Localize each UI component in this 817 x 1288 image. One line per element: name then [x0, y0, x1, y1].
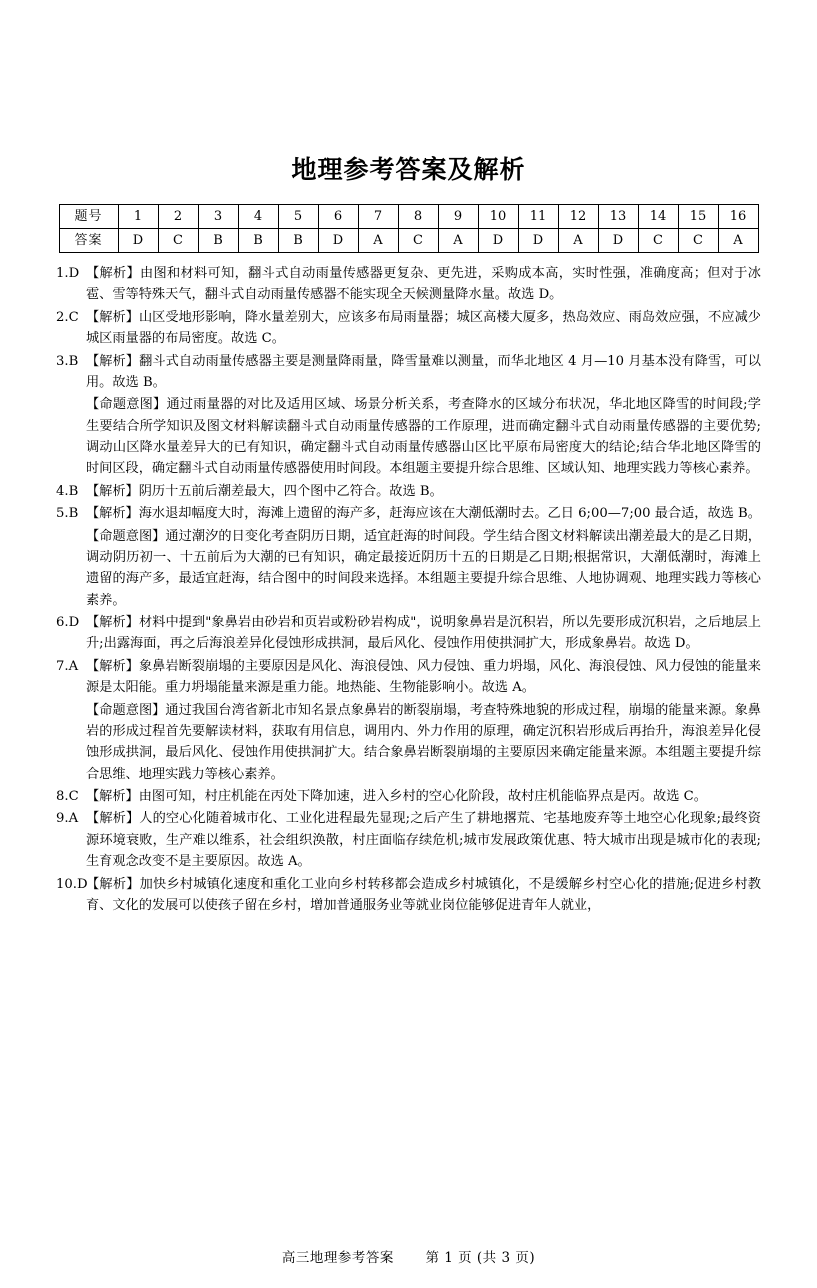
item-text: 【解析】山区受地形影响，降水量差别大，应该多布局雨量器；城区高楼大厦多，热岛效应、雨岛效应强，不应减少城区雨量器的布局密度。故选 C。 — [86, 309, 761, 347]
item-number: 7.A — [56, 658, 79, 674]
item-number: 4.B — [56, 483, 79, 499]
list-item — [56, 808, 761, 872]
table-cell: D — [518, 229, 558, 253]
table-cell: D — [478, 229, 518, 253]
list-item — [56, 503, 761, 524]
table-cell: 14 — [638, 205, 678, 229]
item-number: 5.B — [56, 506, 79, 522]
answer-key-table — [59, 204, 759, 253]
table-cell: 16 — [718, 205, 758, 229]
footer-exam-label: 高三地理参考答案 — [281, 1250, 394, 1266]
item-number: 10.D — [56, 876, 88, 892]
table-cell: 2 — [158, 205, 198, 229]
page-footer — [0, 1246, 817, 1266]
table-cell: 8 — [398, 205, 438, 229]
item-text: 【解析】翻斗式自动雨量传感器主要是测量降雨量，降雪量难以测量，而华北地区 4 月—10 月基本没有降雪，可以用。故选 B。 — [86, 353, 761, 390]
table-cell: 13 — [598, 205, 638, 229]
table-cell: D — [318, 229, 358, 253]
intent-note: 【命题意图】通过雨量器的对比及适用区域、场景分析关系，考查降水的区域分布状况，华北地区降雪的时间段;学生要结合所学知识及图文材料解读翻斗式自动雨量传感器的工作原理，进而确定翻斗式自动雨量传感器的主要优势;调动山区降水量差异大的已有知识，确定翻斗式自动雨量传感器山区比平原布局密度大的结论;结合华北地区降雪的时间区段，确定翻斗式自动雨量传感器使用时间段。本组题主要提升综合思维、区域认知、地理实践力等核心素养。 — [86, 397, 761, 477]
list-item — [56, 351, 761, 394]
item-text: 【解析】由图可知，村庄机能在丙处下降加速，进入乡村的空心化阶段，故村庄机能临界点是丙。故选 C。 — [86, 789, 707, 804]
item-text: 【解析】人的空心化随着城市化、工业化进程最先显现;之后产生了耕地撂荒、宅基地废弃等土地空心化现象;最终资源环境衰败，生产难以维系，社会组织涣散，村庄面临存续危机;城市发展政策优惠、特大城市出现是城市化的表现;生育观念改变不是主要原因。故选 A。 — [86, 811, 761, 870]
table-cell: A — [718, 229, 758, 253]
item-text: 【解析】由图和材料可知，翻斗式自动雨量传感器更复杂、更先进，采购成本高，实时性强，准确度高；但对于冰雹、雪等特殊天气，翻斗式自动雨量传感器不能实现全天候测量降水量。故选 D。 — [86, 266, 761, 303]
list-item — [56, 786, 761, 807]
intent-note: 【命题意图】通过我国台湾省新北市知名景点象鼻岩的断裂崩塌，考查特殊地貌的形成过程，崩塌的能量来源。象鼻岩的形成过程首先要解读材料，获取有用信息，调用内、外力作用的原理，确定沉积岩形成后再抬升，海浪差异化侵蚀形成拱洞，最后风化、侵蚀作用使拱洞扩大。结合象鼻岩断裂崩塌的主要原因来确定能量来源。本组题主要提升综合思维、地理实践力等核心素养。 — [86, 702, 761, 782]
table-cell: 9 — [438, 205, 478, 229]
table-cell: B — [278, 229, 318, 253]
table-cell: 12 — [558, 205, 598, 229]
answer-sheet-page — [0, 150, 817, 1288]
item-number: 1.D — [56, 266, 80, 281]
table-row-question-numbers — [59, 205, 758, 229]
table-cell: 6 — [318, 205, 358, 229]
row-label-question: 题号 — [59, 205, 118, 229]
table-cell: B — [238, 229, 278, 253]
table-cell: 11 — [518, 205, 558, 229]
list-item — [56, 874, 761, 917]
item-text: 【解析】材料中提到"象鼻岩由砂岩和页岩或粉砂岩构成"，说明象鼻岩是沉积岩，所以先要形成沉积岩，之后地层上升;出露海面，再之后海浪差异化侵蚀形成拱洞，最后风化、侵蚀作用使拱洞扩大，形成象鼻岩。故选 D。 — [86, 615, 761, 652]
table-cell: C — [398, 229, 438, 253]
item-number: 6.D — [56, 615, 80, 630]
page-title: 地理参考答案及解析 — [291, 155, 526, 184]
table-cell: D — [118, 229, 158, 253]
table-cell: C — [638, 229, 678, 253]
row-label-answer: 答案 — [59, 229, 118, 253]
list-item — [56, 481, 761, 502]
table-cell: A — [558, 229, 598, 253]
item-number: 2.C — [56, 309, 79, 325]
table-cell: 7 — [358, 205, 398, 229]
table-cell: A — [438, 229, 478, 253]
table-cell: 1 — [118, 205, 158, 229]
table-cell: C — [678, 229, 718, 253]
explanations-body — [56, 263, 761, 916]
item-text: 【解析】阴历十五前后潮差最大，四个图中乙符合。故选 B。 — [86, 483, 443, 499]
table-cell: B — [198, 229, 238, 253]
list-item — [56, 656, 761, 699]
table-cell: 15 — [678, 205, 718, 229]
item-number: 9.A — [56, 811, 79, 827]
item-number: 3.B — [56, 353, 79, 369]
table-cell: A — [358, 229, 398, 253]
table-cell: 3 — [198, 205, 238, 229]
item-text: 【解析】象鼻岩断裂崩塌的主要原因是风化、海浪侵蚀、风力侵蚀、重力坍塌，风化、海浪侵蚀、风力侵蚀的能量来源是太阳能。重力坍塌能量来源是重力能。地热能、生物能影响小。故选 A。 — [86, 658, 761, 696]
item-text: 【解析】海水退却幅度大时，海滩上遗留的海产多，赶海应该在大潮低潮时去。乙日 6;00—7;00 最合适，故选 B。 — [86, 506, 761, 522]
table-cell: D — [598, 229, 638, 253]
list-item — [56, 612, 761, 655]
table-row-answers — [59, 229, 758, 253]
footer-page-number: 第 1 页 (共 3 页) — [425, 1250, 536, 1266]
item-number: 8.C — [56, 789, 79, 804]
intent-note: 【命题意图】通过潮汐的日变化考查阴历日期，适宜赶海的时间段。学生结合图文材料解读出潮差最大的是乙日期，调动阴历初一、十五前后为大潮的已有知识，确定最接近阴历十五的日期是乙日期;根据常识，大潮低潮时，海滩上遗留的海产多，最适宜赶海，结合图中的时间段来选择。本组题主要提升综合思维、人地协调观、地理实践力等核心素养。 — [86, 528, 761, 608]
table-cell: 4 — [238, 205, 278, 229]
table-cell: C — [158, 229, 198, 253]
list-item — [56, 263, 761, 306]
table-cell: 10 — [478, 205, 518, 229]
item-text: 【解析】加快乡村城镇化速度和重化工业向乡村转移都会造成乡村城镇化，不是缓解乡村空心化的措施;促进乡村教育、文化的发展可以使孩子留在乡村，增加普通服务业等就业岗位能够促进青年人就业， — [86, 876, 761, 913]
list-item — [56, 307, 761, 350]
table-cell: 5 — [278, 205, 318, 229]
